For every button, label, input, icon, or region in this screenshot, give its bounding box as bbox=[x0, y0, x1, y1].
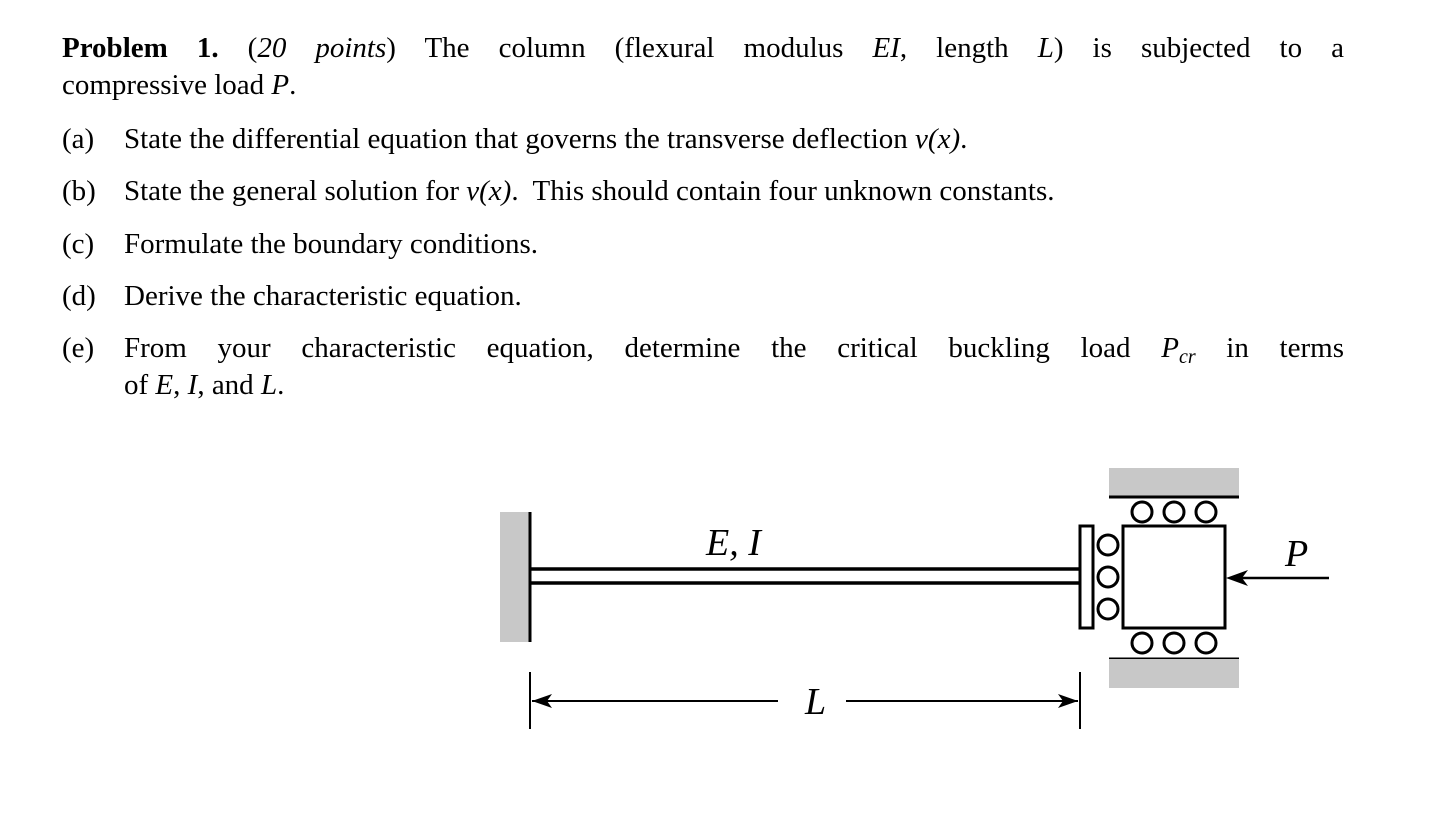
fixed-wall-support bbox=[500, 512, 530, 642]
question-label: (b) bbox=[62, 175, 96, 207]
load-label: P bbox=[1285, 533, 1309, 575]
beam-properties-label: E, I bbox=[706, 522, 761, 564]
top-guide-support bbox=[1109, 468, 1239, 497]
question-label: (e) bbox=[62, 332, 95, 364]
length-label: L bbox=[805, 681, 827, 723]
roller-icon bbox=[1098, 535, 1118, 555]
question-text-line-2: of E, I, and L. bbox=[124, 369, 285, 401]
question-text-line-1: From your characteristic equation, determine the critical buckling load $P_{cr}$ in terms bbox=[124, 332, 1344, 368]
question-text: Formulate the boundary conditions. bbox=[124, 228, 538, 260]
problem-points: 20 points bbox=[257, 32, 387, 64]
question-a: (a) State the differential equation that governs the transverse deflection v(x). bbox=[62, 121, 1344, 158]
problem-line-1: Problem 1. (20 points) The column (flexural modulus EI, length L) is subjected to a bbox=[62, 32, 1344, 64]
symbol-l: L bbox=[1037, 32, 1054, 64]
bottom-guide-support bbox=[1109, 659, 1239, 688]
subscript-cr: cr bbox=[1178, 346, 1196, 368]
question-b: (b) State the general solution for v(x). This should contain four unknown constants. bbox=[62, 173, 1344, 210]
roller-icon bbox=[1098, 567, 1118, 587]
math-v-of-x: v(x) bbox=[915, 123, 961, 155]
roller-icon bbox=[1132, 633, 1152, 653]
roller-icon bbox=[1196, 633, 1216, 653]
roller-icon bbox=[1098, 599, 1118, 619]
question-text: State the general solution for bbox=[124, 175, 467, 207]
math-v-of-x: v(x) bbox=[466, 175, 512, 207]
symbol-p-cr: P bbox=[1161, 332, 1179, 364]
question-label: (d) bbox=[62, 280, 96, 312]
roller-icon bbox=[1132, 502, 1152, 522]
question-label: (a) bbox=[62, 123, 95, 155]
symbol-ei: EI bbox=[872, 32, 900, 64]
roller-icon bbox=[1164, 502, 1184, 522]
symbol-p: P bbox=[271, 69, 290, 101]
problem-title: Problem 1. bbox=[62, 32, 219, 64]
end-plate bbox=[1080, 526, 1093, 628]
roller-icon bbox=[1196, 502, 1216, 522]
sliding-block bbox=[1123, 526, 1225, 628]
question-text: State the differential equation that governs the transverse deflection bbox=[124, 123, 916, 155]
question-text: Derive the characteristic equation. bbox=[124, 280, 522, 312]
question-label: (c) bbox=[62, 228, 95, 260]
roller-icon bbox=[1164, 633, 1184, 653]
problem-line-2: compressive load P. bbox=[62, 69, 297, 101]
